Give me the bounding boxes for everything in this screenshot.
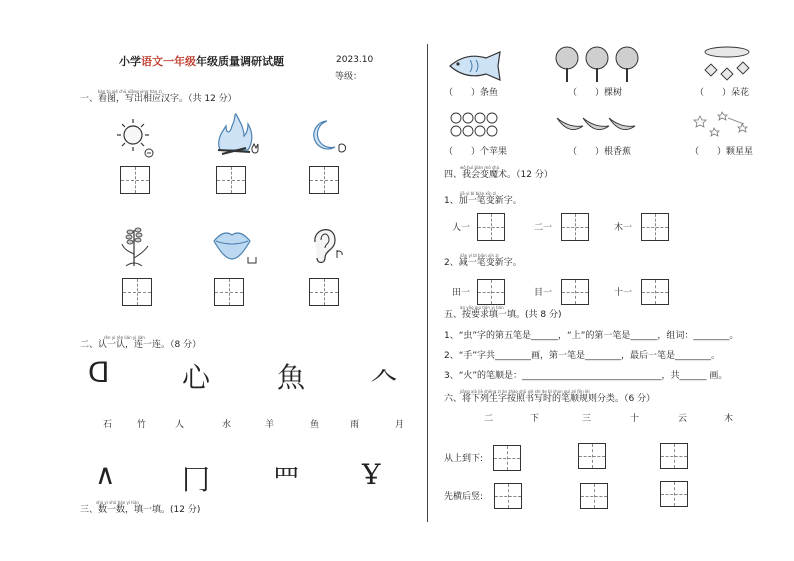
count-flowers[interactable]: （ ）朵花	[695, 88, 750, 98]
bananas-icon	[555, 112, 639, 138]
sort-box-2-1[interactable]	[494, 483, 522, 509]
apples-icon	[448, 110, 508, 140]
add-stroke-er: 二一	[534, 223, 553, 233]
section6-title: 六、将下列生字按照书写时的笔顺规则分类。（6 分）	[444, 394, 656, 404]
add-stroke-ren: 人一	[452, 223, 471, 233]
section5-title: 五、按要求填一填。(共 8 分)	[444, 310, 562, 320]
trees-icon	[553, 44, 641, 84]
sort-box-1-3[interactable]	[660, 443, 688, 469]
row-label-top-down: 从上到下:	[444, 454, 484, 464]
moon-icon	[303, 117, 347, 157]
question-5-3[interactable]: 3、“火”的笔顺是：_______________________________，共______ 画。	[444, 371, 728, 381]
add-stroke-mu: 木一	[614, 223, 633, 233]
count-fish[interactable]: （ ）条鱼	[444, 88, 499, 98]
ear-icon	[305, 222, 345, 266]
flowers-icon	[695, 44, 757, 84]
part1-title: 1、加一笔变新字。	[444, 196, 522, 206]
ancient-glyph-heart: 心	[182, 361, 211, 394]
remove-stroke-tian: 田一	[452, 288, 471, 298]
title-suffix: 年级质量调研试题	[196, 55, 284, 68]
remove-stroke-box-3[interactable]	[641, 279, 669, 305]
remove-stroke-box-1[interactable]	[477, 279, 505, 305]
answer-box-mouth[interactable]	[214, 278, 244, 306]
page-title	[119, 53, 284, 69]
sort-char-er: 二	[484, 414, 494, 424]
section5-pinyin: àn yāo qiú tián yi tián	[460, 305, 504, 310]
section1-pinyin: kàn tú xiě chū xiāng yìng hàn zì	[98, 89, 162, 94]
char-yu[interactable]: 鱼	[310, 420, 320, 430]
section2-pinyin: rèn yi rèn lián yi lián	[104, 335, 145, 340]
sun-icon	[113, 117, 157, 159]
part2-pinyin: jiǎn yì bǐ biàn xīn zì	[460, 253, 499, 258]
char-yang[interactable]: 羊	[265, 420, 275, 430]
part2-title: 2、减一笔变新字。	[444, 258, 522, 268]
ancient-glyph-rain: 罒	[272, 463, 301, 496]
sort-char-mu: 木	[724, 414, 734, 424]
char-yumao[interactable]: 雨	[350, 420, 360, 430]
answer-box-sun[interactable]	[120, 166, 150, 194]
sort-box-2-3[interactable]	[660, 481, 688, 507]
ancient-glyph-person: 𠆢	[370, 361, 399, 394]
part1-pinyin: jiā yì bǐ biàn xīn zì	[460, 191, 497, 196]
ancient-glyph-stone: 冂	[182, 463, 211, 496]
column-divider	[427, 44, 428, 522]
stars-icon	[692, 108, 756, 140]
mouth-icon	[210, 225, 258, 265]
fish-icon	[446, 50, 510, 82]
remove-stroke-mu: 目一	[534, 288, 553, 298]
ancient-glyph-fish: 魚	[277, 361, 306, 394]
section3-title: 三、数一数，填一填。(12 分)	[80, 505, 201, 515]
ancient-glyph-mountain: ∧	[95, 458, 116, 491]
char-shui[interactable]: 水	[222, 420, 232, 430]
count-apples[interactable]: （ ）个苹果	[444, 147, 508, 157]
section2-title: 二、认一认，连一连。（8 分）	[80, 340, 202, 350]
answer-box-ear[interactable]	[309, 278, 339, 306]
question-5-2[interactable]: 2、“手”字共________画，第一笔是________，最后一笔是________。	[444, 351, 721, 361]
sort-box-1-1[interactable]	[493, 445, 521, 471]
char-shi[interactable]: 石	[103, 420, 113, 430]
sort-char-shi: 十	[630, 414, 640, 424]
count-trees[interactable]: （ ）棵树	[568, 88, 623, 98]
ancient-glyph-moon: ᗡ	[88, 356, 110, 389]
question-5-1[interactable]: 1、“虫”字的第五笔是______，“上”的第一笔是______，组词：________。	[444, 331, 739, 341]
section4-pinyin: wǒ huì biàn mó shù	[460, 165, 500, 170]
char-ren[interactable]: 人	[175, 420, 185, 430]
title-prefix: 小学	[119, 55, 141, 68]
sort-char-xia: 下	[530, 414, 540, 424]
section1-title: 一、看图，写出相应汉字。（共 12 分）	[80, 94, 237, 104]
remove-stroke-shi: 十一	[614, 288, 633, 298]
answer-box-fire[interactable]	[216, 166, 246, 194]
remove-stroke-box-2[interactable]	[561, 279, 589, 305]
rice-icon	[118, 224, 152, 268]
fire-icon	[210, 112, 260, 158]
title-highlight: 语文一年级	[141, 55, 196, 68]
count-stars[interactable]: （ ）颗星星	[690, 147, 754, 157]
count-bananas[interactable]: （ ）根香蕉	[568, 147, 632, 157]
add-stroke-box-1[interactable]	[477, 213, 505, 241]
section6-pinyin: jiāng xià liè shēng zì àn zhào shū xiě shí de bǐ shùn guī zé fēn lèi	[460, 389, 590, 394]
add-stroke-box-2[interactable]	[561, 213, 589, 241]
section3-pinyin: shǔ yi shǔ tián yi tián	[96, 500, 139, 505]
sort-box-1-2[interactable]	[578, 443, 606, 469]
grade-label: 等级：	[335, 72, 363, 82]
add-stroke-box-3[interactable]	[641, 213, 669, 241]
char-yue[interactable]: 月	[395, 420, 405, 430]
sort-char-san: 三	[582, 414, 592, 424]
char-zhu[interactable]: 竹	[137, 420, 147, 430]
row-label-horizontal-first: 先横后竖:	[444, 492, 484, 502]
sort-char-yun: 云	[678, 414, 688, 424]
exam-date: 2023.10	[336, 55, 374, 65]
ancient-glyph-sheep: Ұ	[362, 458, 381, 491]
sort-box-2-2[interactable]	[580, 483, 608, 509]
answer-box-moon[interactable]	[309, 166, 339, 194]
answer-box-rice[interactable]	[122, 278, 152, 306]
section4-title: 四、我会变魔术。（12 分）	[444, 170, 553, 180]
